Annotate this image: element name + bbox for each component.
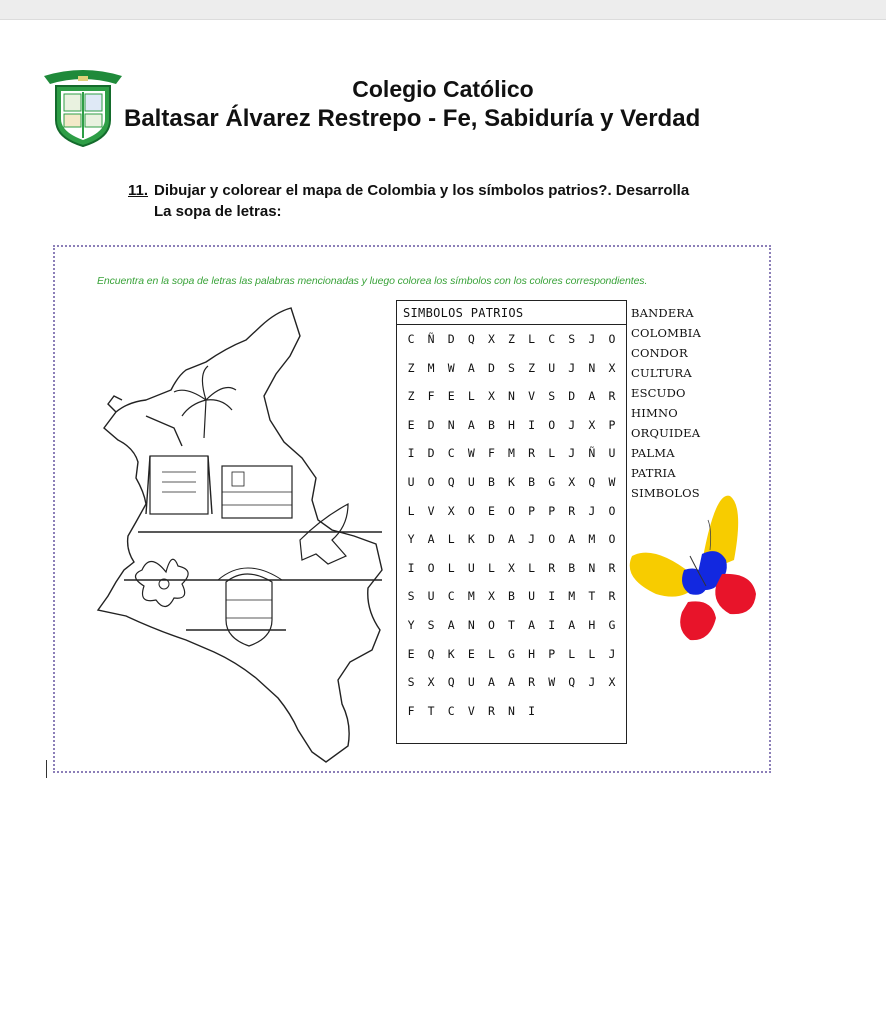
word-search-letter[interactable]: S: [568, 332, 576, 346]
word-list-item: HIMNO: [631, 406, 678, 420]
word-search-letter[interactable]: M: [508, 446, 515, 461]
word-search-letter[interactable]: C: [548, 332, 556, 346]
word-search-letter[interactable]: C: [407, 332, 415, 346]
word-search-letter[interactable]: D: [568, 389, 576, 404]
word-search-letter[interactable]: L: [407, 503, 415, 518]
word-search-letter[interactable]: M: [427, 360, 435, 375]
word-search-letter[interactable]: A: [487, 675, 495, 690]
word-search-letter[interactable]: X: [608, 360, 616, 375]
word-search-letter[interactable]: I: [528, 417, 536, 432]
word-search-letter[interactable]: L: [588, 646, 596, 661]
word-search-letter[interactable]: D: [487, 360, 495, 375]
word-search-letter[interactable]: O: [608, 532, 616, 547]
word-search-letter[interactable]: Z: [528, 360, 536, 375]
word-search-letter[interactable]: K: [467, 532, 475, 547]
word-search-letter[interactable]: P: [608, 417, 616, 432]
word-search-letter[interactable]: W: [548, 675, 556, 690]
word-search-letter[interactable]: N: [508, 389, 515, 404]
word-search-letter[interactable]: U: [467, 474, 475, 489]
word-search-letter[interactable]: D: [427, 446, 435, 461]
viewer-top-bar: [0, 0, 886, 20]
word-search-letter[interactable]: G: [548, 474, 556, 489]
word-search-letter[interactable]: S: [407, 675, 415, 690]
word-search-letter[interactable]: R: [487, 703, 495, 718]
word-list-item: CONDOR: [631, 346, 688, 360]
word-search-letter[interactable]: M: [588, 532, 596, 547]
word-search-letter[interactable]: J: [588, 503, 596, 518]
word-search-letter[interactable]: X: [487, 589, 495, 604]
word-search-letter[interactable]: U: [528, 589, 536, 604]
word-search-letter[interactable]: I: [548, 589, 556, 604]
word-search-letter[interactable]: I: [407, 560, 415, 575]
word-search-letter[interactable]: I: [548, 617, 556, 632]
word-search-letter[interactable]: A: [467, 360, 475, 375]
word-search-letter[interactable]: R: [608, 589, 616, 604]
question-number: 11.: [128, 182, 149, 199]
word-search-letter[interactable]: E: [447, 389, 455, 404]
word-search-letter[interactable]: C: [447, 589, 455, 604]
word-search-letter[interactable]: L: [528, 560, 536, 575]
word-search-letter[interactable]: U: [407, 474, 415, 489]
word-search-letter[interactable]: Q: [588, 474, 596, 489]
word-search-letter[interactable]: X: [568, 474, 576, 489]
word-search-letter[interactable]: W: [608, 474, 616, 489]
word-search-letter[interactable]: B: [487, 474, 495, 489]
word-search-letter[interactable]: A: [427, 532, 435, 547]
word-search-letter[interactable]: G: [608, 617, 616, 632]
word-search-letter[interactable]: P: [548, 503, 556, 518]
word-search-letter[interactable]: B: [528, 474, 536, 489]
word-search-letter[interactable]: D: [427, 417, 435, 432]
colombia-map-icon: [86, 300, 396, 780]
word-search-letter[interactable]: R: [608, 560, 616, 575]
word-search-letter[interactable]: Y: [407, 617, 415, 632]
word-search-letter[interactable]: P: [548, 646, 556, 661]
word-search-letter[interactable]: Z: [407, 389, 415, 404]
word-search-letter[interactable]: X: [588, 417, 596, 432]
word-search-letter[interactable]: T: [508, 617, 515, 632]
word-list: [631, 303, 701, 503]
word-search-letter[interactable]: A: [528, 617, 536, 632]
word-search-letter[interactable]: O: [467, 503, 475, 518]
word-search-letter[interactable]: N: [447, 417, 455, 432]
word-search-letter[interactable]: A: [508, 675, 515, 690]
word-search-letter[interactable]: V: [467, 703, 475, 718]
word-search-letter[interactable]: S: [508, 360, 515, 375]
activity-instruction: Encuentra en la sopa de letras las palabras mencionadas y luego colorea los símbolos con los colores correspondientes.: [97, 275, 648, 287]
word-search-letter[interactable]: S: [427, 617, 435, 632]
word-search-letter[interactable]: W: [447, 360, 455, 375]
word-search-letter[interactable]: E: [467, 646, 475, 661]
word-search-letter[interactable]: R: [528, 675, 536, 690]
word-search-letter[interactable]: X: [487, 389, 495, 404]
word-search-letter[interactable]: J: [588, 675, 596, 690]
word-search-letter[interactable]: Ñ: [588, 446, 596, 461]
word-search-title: SIMBOLOS PATRIOS: [397, 301, 626, 325]
word-search-letter[interactable]: J: [528, 532, 536, 547]
word-search-letter[interactable]: X: [427, 675, 435, 690]
word-search-letter[interactable]: Ñ: [427, 332, 435, 346]
school-name-line2: Baltasar Álvarez Restrepo - Fe, Sabiduría y Verdad: [124, 105, 701, 132]
word-search-letter[interactable]: S: [548, 389, 556, 404]
word-search-letter[interactable]: L: [447, 532, 455, 547]
word-search-letter[interactable]: U: [608, 446, 616, 461]
word-search-letter[interactable]: F: [407, 703, 415, 718]
word-search-letter[interactable]: Q: [447, 474, 455, 489]
word-search-letter[interactable]: K: [447, 646, 455, 661]
word-search-letter[interactable]: U: [467, 560, 475, 575]
word-search-letter[interactable]: R: [528, 446, 536, 461]
word-search-letter[interactable]: A: [447, 617, 455, 632]
word-search-letter[interactable]: B: [487, 417, 495, 432]
word-search-letter[interactable]: O: [548, 532, 556, 547]
word-search-grid: [396, 300, 627, 744]
word-search-letters: [397, 325, 626, 725]
word-search-letter[interactable]: M: [568, 589, 576, 604]
word-search-letter[interactable]: N: [467, 617, 475, 632]
text-cursor: [46, 760, 47, 778]
word-search-letter[interactable]: I: [407, 446, 415, 461]
word-search-letter[interactable]: Z: [508, 332, 515, 346]
word-search-letter[interactable]: Z: [407, 360, 415, 375]
word-list-item: SIMBOLOS: [631, 486, 700, 500]
word-search-letter[interactable]: A: [568, 617, 576, 632]
word-search-letter[interactable]: H: [508, 417, 515, 432]
word-search-letter[interactable]: O: [548, 417, 556, 432]
word-search-letter[interactable]: V: [427, 503, 435, 518]
word-search-letter[interactable]: J: [568, 417, 576, 432]
word-search-letter[interactable]: L: [568, 646, 576, 661]
word-search-letter[interactable]: E: [407, 646, 415, 661]
word-search-letter[interactable]: U: [427, 589, 435, 604]
word-search-letter[interactable]: F: [487, 446, 495, 461]
word-search-letter[interactable]: B: [508, 589, 515, 604]
word-search-letter[interactable]: Q: [568, 675, 576, 690]
word-search-letter[interactable]: W: [467, 446, 475, 461]
word-search-letter[interactable]: O: [508, 503, 515, 518]
word-list-item: ORQUIDEA: [631, 426, 701, 440]
word-list-item: PALMA: [631, 446, 675, 460]
word-search-letter[interactable]: N: [588, 360, 596, 375]
word-search-letter[interactable]: F: [427, 389, 435, 404]
word-search-letter[interactable]: O: [427, 474, 435, 489]
word-search-letter[interactable]: L: [548, 446, 556, 461]
word-search-letter[interactable]: M: [467, 589, 475, 604]
butterfly-icon: [626, 490, 762, 648]
word-search-letter[interactable]: D: [447, 332, 455, 346]
word-search-letter[interactable]: L: [487, 646, 495, 661]
word-search-letter[interactable]: R: [548, 560, 556, 575]
word-search-letter[interactable]: E: [487, 503, 495, 518]
word-search-letter[interactable]: I: [528, 703, 536, 718]
word-search-letter[interactable]: U: [548, 360, 556, 375]
word-search-letter[interactable]: N: [508, 703, 515, 718]
word-list-item: PATRIA: [631, 466, 676, 480]
word-search-letter[interactable]: R: [608, 389, 616, 404]
word-search-letter[interactable]: L: [467, 389, 475, 404]
word-search-letter[interactable]: T: [427, 703, 435, 718]
word-search-letter[interactable]: G: [508, 646, 515, 661]
word-search-letter[interactable]: L: [528, 332, 536, 346]
word-list-item: CULTURA: [631, 366, 692, 380]
school-name-line1: Colegio Católico: [352, 76, 534, 102]
word-search-letter[interactable]: K: [508, 474, 515, 489]
word-search-letter[interactable]: X: [487, 332, 495, 346]
word-search-letter[interactable]: T: [588, 589, 596, 604]
word-search-letter[interactable]: S: [407, 589, 415, 604]
word-search-letter[interactable]: O: [487, 617, 495, 632]
word-search-letter[interactable]: A: [508, 532, 515, 547]
word-search-letter[interactable]: J: [568, 360, 576, 375]
word-search-letter[interactable]: L: [447, 560, 455, 575]
question-text-line2: La sopa de letras:: [154, 203, 282, 220]
word-search-letter[interactable]: Y: [407, 532, 415, 547]
word-search-letter[interactable]: J: [608, 646, 616, 661]
word-search-letter[interactable]: J: [588, 332, 596, 346]
word-search-letter[interactable]: A: [588, 389, 596, 404]
word-search-letter[interactable]: X: [447, 503, 455, 518]
word-search-letter[interactable]: O: [608, 332, 616, 346]
word-search-letter[interactable]: O: [427, 560, 435, 575]
word-search-letter[interactable]: Q: [467, 332, 475, 346]
word-search-letter[interactable]: B: [568, 560, 576, 575]
word-search-letter[interactable]: H: [528, 646, 536, 661]
word-search-letter[interactable]: P: [528, 503, 536, 518]
word-search-letter[interactable]: X: [508, 560, 515, 575]
word-list-item: ESCUDO: [631, 386, 686, 400]
word-list-item: COLOMBIA: [631, 326, 701, 340]
word-search-letter[interactable]: J: [568, 446, 576, 461]
word-search-letter[interactable]: A: [467, 417, 475, 432]
word-search-letter[interactable]: U: [467, 675, 475, 690]
word-search-letter[interactable]: A: [568, 532, 576, 547]
word-search-letter[interactable]: R: [568, 503, 576, 518]
word-search-letter[interactable]: C: [447, 703, 455, 718]
word-search-letter[interactable]: E: [407, 417, 415, 432]
word-list-item: BANDERA: [631, 306, 694, 320]
word-search-letter[interactable]: Q: [447, 675, 455, 690]
word-search-letter[interactable]: Q: [427, 646, 435, 661]
word-search-letter[interactable]: O: [608, 503, 616, 518]
word-search-letter[interactable]: N: [588, 560, 596, 575]
word-search-letter[interactable]: L: [487, 560, 495, 575]
word-search-letter[interactable]: V: [528, 389, 536, 404]
word-search-letter[interactable]: X: [608, 675, 616, 690]
word-search-letter[interactable]: C: [447, 446, 455, 461]
question-text-line1: Dibujar y colorear el mapa de Colombia y los símbolos patrios?. Desarrolla: [154, 182, 690, 199]
word-search-letter[interactable]: D: [487, 532, 495, 547]
word-search-letter[interactable]: H: [588, 617, 596, 632]
